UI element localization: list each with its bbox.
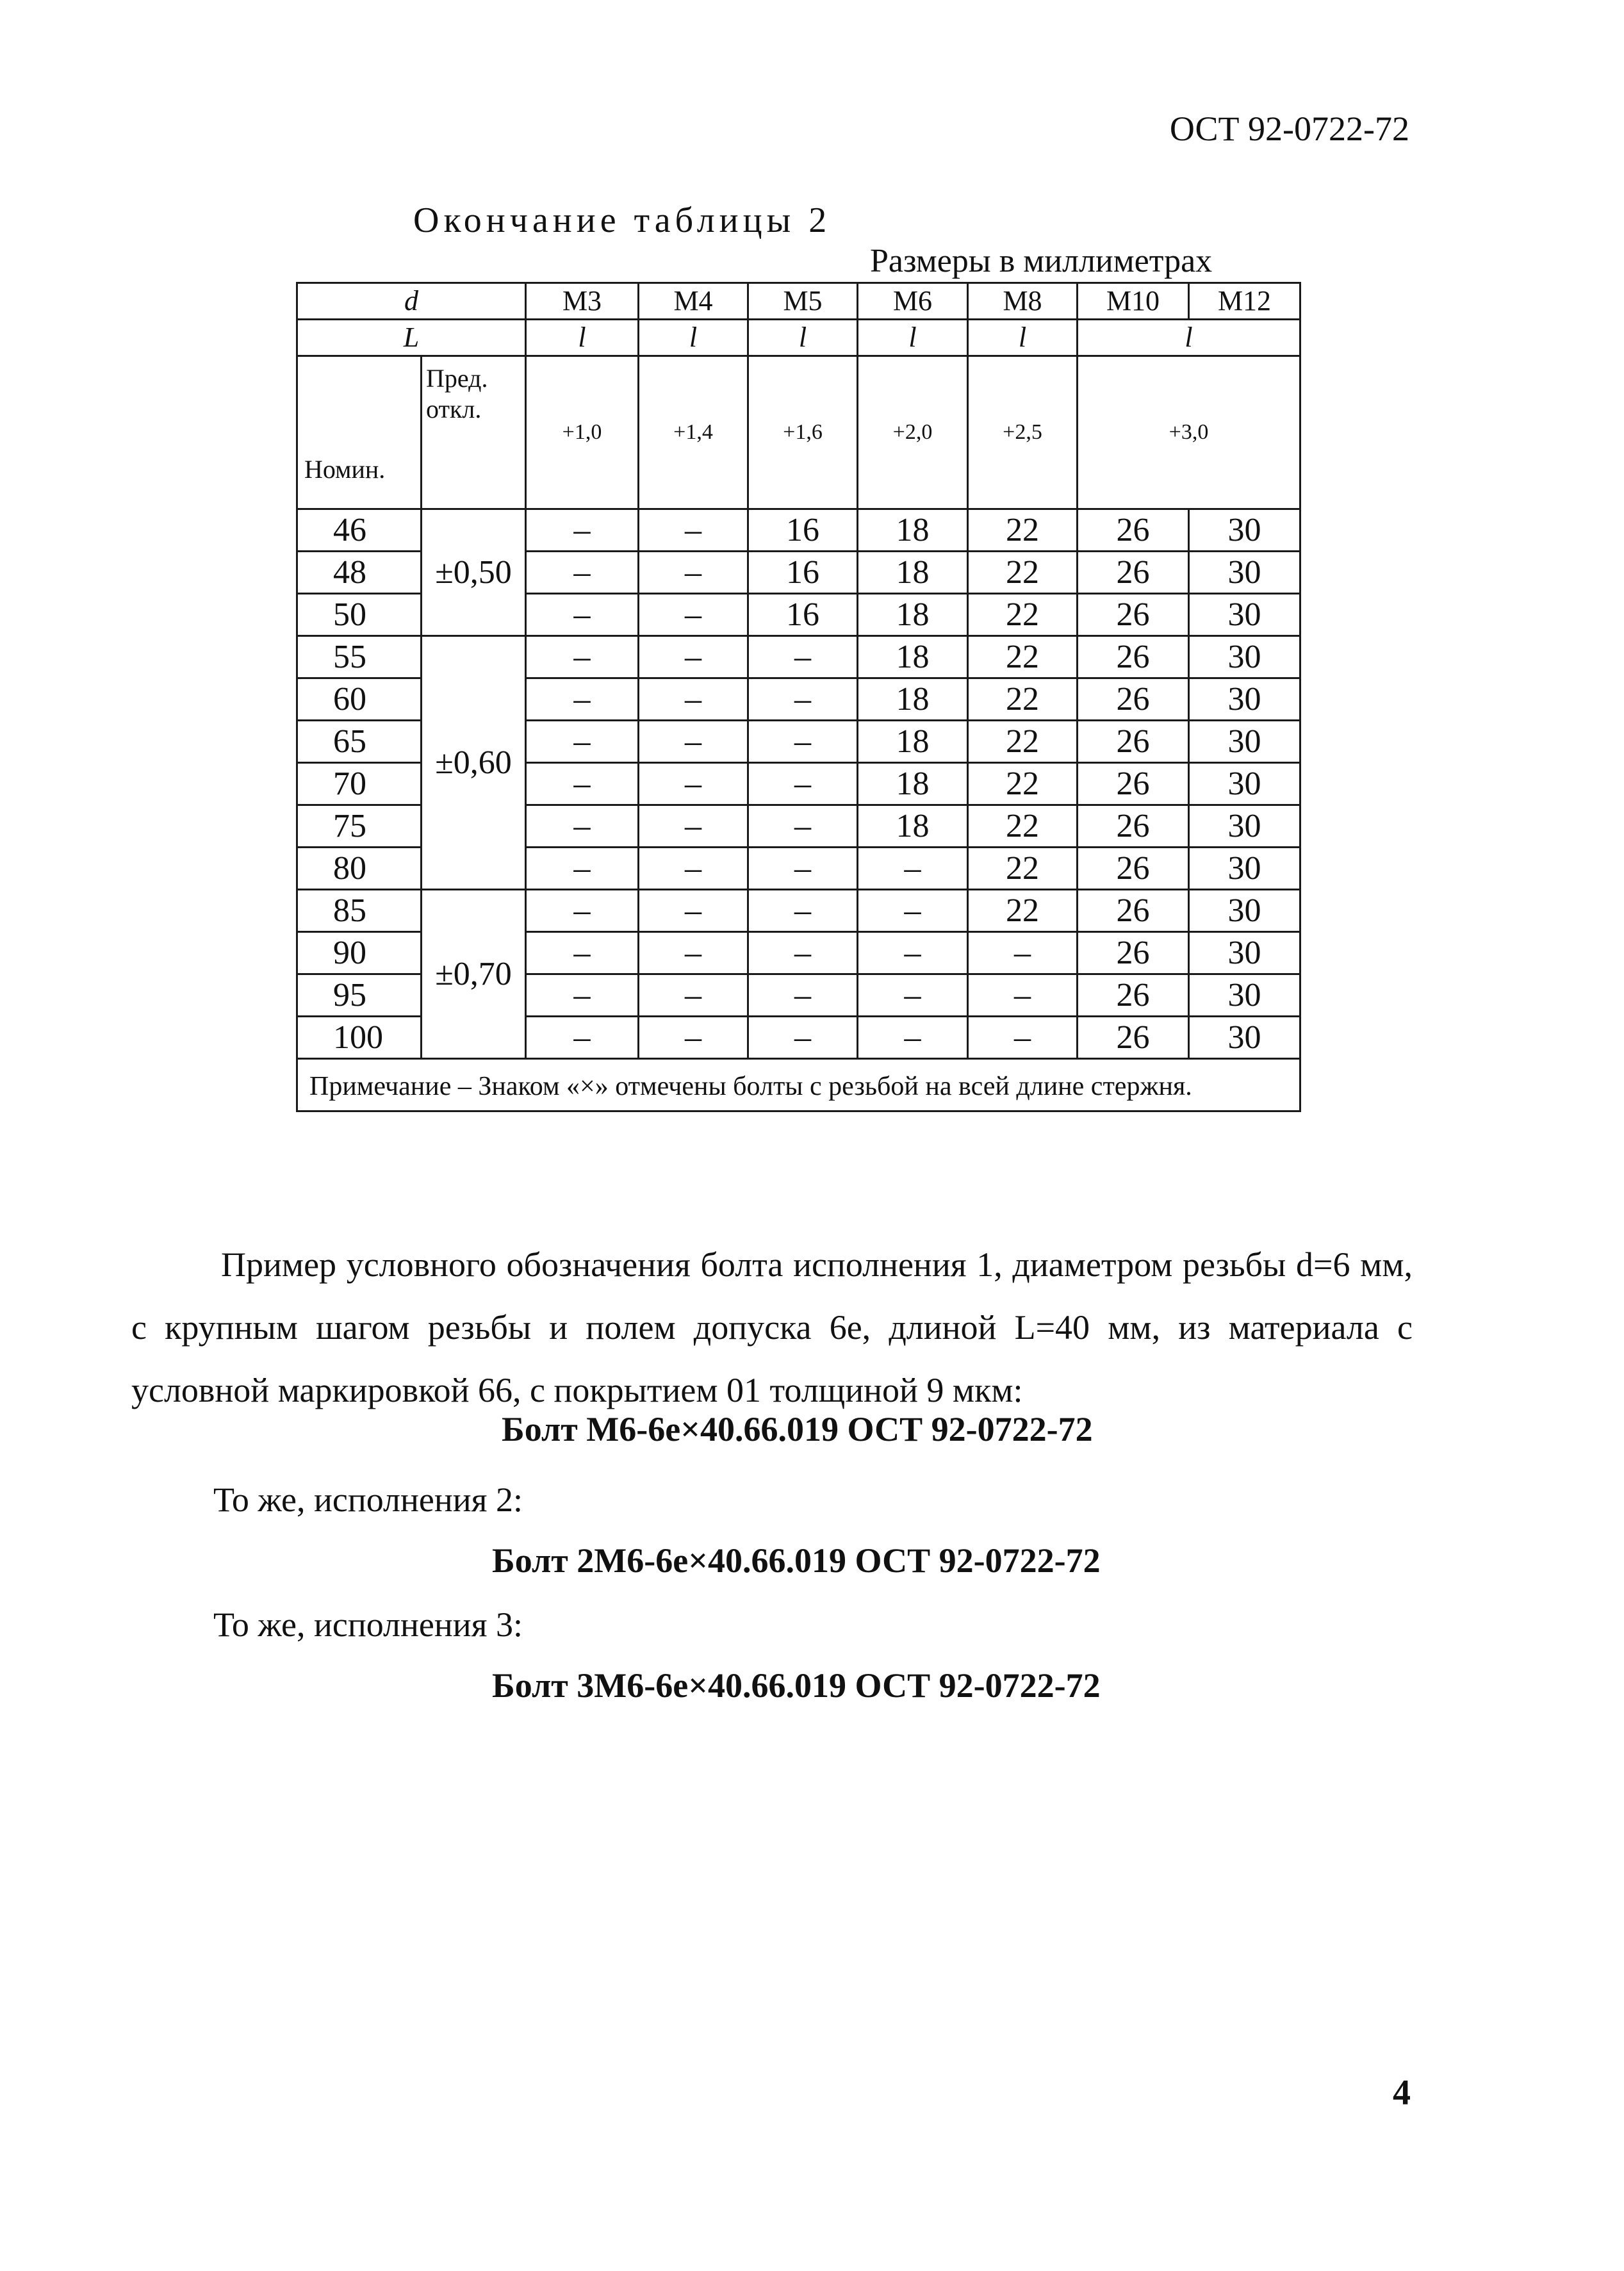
thread-length-cell: –: [748, 763, 858, 805]
thread-length-cell: –: [748, 721, 858, 763]
l-tolerance: +1,6: [748, 356, 858, 509]
thread-length-cell: 22: [968, 805, 1078, 848]
document-code: ОСТ 92-0722-72: [1169, 110, 1409, 148]
thread-length-cell: –: [639, 678, 748, 721]
length-tolerance: ±0,70: [422, 890, 526, 1059]
thread-length-cell: –: [526, 1017, 639, 1059]
thread-length-cell: –: [968, 974, 1078, 1017]
thread-length-cell: 18: [858, 763, 968, 805]
tolerance-label: Пред. откл.: [422, 356, 526, 509]
thread-length-cell: 18: [858, 805, 968, 848]
thread-length-cell: 22: [968, 848, 1078, 890]
thread-length-cell: –: [748, 848, 858, 890]
thread-length-cell: 18: [858, 678, 968, 721]
thread-length-cell: –: [639, 763, 748, 805]
thread-length-cell: 18: [858, 594, 968, 636]
l-label: l: [968, 320, 1078, 356]
thread-length-cell: –: [748, 1017, 858, 1059]
thread-length-cell: 18: [858, 509, 968, 552]
thread-length-cell: –: [526, 594, 639, 636]
l-tolerance: +1,0: [526, 356, 639, 509]
thread-length-cell: 26: [1078, 890, 1189, 932]
thread-length-cell: 30: [1189, 636, 1300, 678]
thread-length-cell: 26: [1078, 636, 1189, 678]
size-header: М4: [639, 283, 748, 320]
nominal-length: 80: [297, 848, 422, 890]
nominal-length: 90: [297, 932, 422, 974]
thread-length-cell: –: [858, 1017, 968, 1059]
thread-length-cell: –: [639, 932, 748, 974]
same-execution-3: То же, исполнения 3:: [213, 1605, 523, 1644]
thread-length-cell: 30: [1189, 1017, 1300, 1059]
thread-length-cell: 22: [968, 552, 1078, 594]
thread-length-cell: 26: [1078, 721, 1189, 763]
thread-length-cell: –: [526, 509, 639, 552]
length-tolerance: ±0,50: [422, 509, 526, 636]
thread-length-cell: –: [526, 848, 639, 890]
bolt-dimensions-table: [296, 282, 1301, 1112]
thread-length-cell: –: [526, 636, 639, 678]
table-units: Размеры в миллиметрах: [870, 243, 1213, 279]
size-header: М12: [1189, 283, 1300, 320]
length-header-row: [297, 320, 1300, 356]
thread-length-cell: –: [748, 636, 858, 678]
thread-length-cell: –: [526, 805, 639, 848]
thread-length-cell: –: [748, 974, 858, 1017]
designation-3: Болт 3М6-6е×40.66.019 ОСТ 92-0722-72: [492, 1666, 1101, 1705]
thread-length-cell: –: [858, 848, 968, 890]
nominal-length: 60: [297, 678, 422, 721]
thread-length-cell: –: [639, 636, 748, 678]
thread-length-cell: 22: [968, 721, 1078, 763]
table-note: Примечание – Знаком «×» отмечены болты с резьбой на всей длине стержня.: [297, 1059, 1300, 1111]
thread-length-cell: 22: [968, 509, 1078, 552]
nominal-length: 48: [297, 552, 422, 594]
thread-length-cell: –: [639, 974, 748, 1017]
thread-length-cell: 26: [1078, 932, 1189, 974]
nominal-length: 46: [297, 509, 422, 552]
thread-length-cell: –: [526, 552, 639, 594]
thread-length-cell: –: [639, 1017, 748, 1059]
thread-length-cell: 18: [858, 552, 968, 594]
thread-length-cell: 30: [1189, 763, 1300, 805]
thread-length-cell: 16: [748, 552, 858, 594]
thread-length-cell: 18: [858, 636, 968, 678]
thread-length-cell: –: [748, 678, 858, 721]
size-header: М6: [858, 283, 968, 320]
thread-length-cell: 22: [968, 890, 1078, 932]
size-header-row: [297, 283, 1300, 320]
thread-length-cell: 22: [968, 636, 1078, 678]
size-header: М10: [1078, 283, 1189, 320]
thread-length-cell: –: [858, 890, 968, 932]
nominal-length: 50: [297, 594, 422, 636]
l-label: l: [858, 320, 968, 356]
thread-length-cell: 26: [1078, 594, 1189, 636]
thread-length-cell: 16: [748, 594, 858, 636]
l-tolerance: +2,0: [858, 356, 968, 509]
nominal-length: 70: [297, 763, 422, 805]
nominal-length: 85: [297, 890, 422, 932]
thread-length-cell: 26: [1078, 805, 1189, 848]
example-paragraph: Пример условного обозначения болта исполнения 1, диаметром резьбы d=6 мм, с крупным шагом резьбы и полем допуска 6е, длиной L=40 мм, из материала с условной маркировкой 66, с покрытием 01 толщиной 9 мкм:: [131, 1245, 1413, 1409]
thread-length-cell: 30: [1189, 721, 1300, 763]
thread-length-cell: –: [639, 552, 748, 594]
thread-length-cell: –: [526, 932, 639, 974]
table-row: [297, 890, 1300, 932]
thread-length-cell: –: [968, 1017, 1078, 1059]
thread-length-cell: 22: [968, 763, 1078, 805]
thread-length-cell: 16: [748, 509, 858, 552]
nominal-length: 100: [297, 1017, 422, 1059]
thread-length-cell: 22: [968, 678, 1078, 721]
thread-length-cell: –: [748, 805, 858, 848]
thread-length-cell: –: [639, 848, 748, 890]
thread-length-cell: 18: [858, 721, 968, 763]
nominal-length: 75: [297, 805, 422, 848]
page-number: 4: [1393, 2073, 1411, 2113]
thread-length-cell: 26: [1078, 678, 1189, 721]
nominal-length: 65: [297, 721, 422, 763]
thread-length-cell: 22: [968, 594, 1078, 636]
thread-length-cell: 26: [1078, 763, 1189, 805]
thread-length-cell: –: [639, 509, 748, 552]
thread-length-cell: –: [526, 890, 639, 932]
l-label: l: [748, 320, 858, 356]
length-tolerance: ±0,60: [422, 636, 526, 890]
nominal-length: 95: [297, 974, 422, 1017]
thread-length-cell: –: [858, 974, 968, 1017]
designation-2: Болт 2М6-6е×40.66.019 ОСТ 92-0722-72: [492, 1541, 1101, 1580]
thread-length-cell: 30: [1189, 509, 1300, 552]
thread-length-cell: 26: [1078, 974, 1189, 1017]
l-label: l: [526, 320, 639, 356]
thread-length-cell: 30: [1189, 594, 1300, 636]
thread-length-cell: 26: [1078, 848, 1189, 890]
thread-length-cell: 26: [1078, 552, 1189, 594]
table-row: [297, 509, 1300, 552]
tolerance-header-row: [297, 356, 1300, 509]
thread-length-cell: 30: [1189, 805, 1300, 848]
thread-length-cell: –: [639, 721, 748, 763]
l-tolerance: +3,0: [1078, 356, 1300, 509]
d-label: d: [297, 283, 526, 320]
size-header: М3: [526, 283, 639, 320]
thread-length-cell: –: [748, 932, 858, 974]
thread-length-cell: 30: [1189, 932, 1300, 974]
thread-length-cell: 26: [1078, 1017, 1189, 1059]
table-row: [297, 636, 1300, 678]
l-label: l: [639, 320, 748, 356]
size-header: М5: [748, 283, 858, 320]
table-caption: Окончание таблицы 2: [413, 201, 832, 240]
thread-length-cell: –: [526, 678, 639, 721]
thread-length-cell: 30: [1189, 974, 1300, 1017]
thread-length-cell: –: [639, 594, 748, 636]
note-row: [297, 1059, 1300, 1111]
thread-length-cell: –: [639, 890, 748, 932]
L-label: L: [297, 320, 526, 356]
designation-1: Болт М6-6е×40.66.019 ОСТ 92-0722-72: [502, 1410, 1093, 1448]
l-label: l: [1078, 320, 1300, 356]
thread-length-cell: –: [858, 932, 968, 974]
nominal-length: 55: [297, 636, 422, 678]
l-tolerance: +2,5: [968, 356, 1078, 509]
thread-length-cell: 30: [1189, 848, 1300, 890]
l-tolerance: +1,4: [639, 356, 748, 509]
thread-length-cell: –: [639, 805, 748, 848]
thread-length-cell: –: [748, 890, 858, 932]
thread-length-cell: –: [526, 721, 639, 763]
size-header: М8: [968, 283, 1078, 320]
thread-length-cell: 30: [1189, 890, 1300, 932]
thread-length-cell: 30: [1189, 552, 1300, 594]
same-execution-2: То же, исполнения 2:: [213, 1480, 523, 1519]
thread-length-cell: 26: [1078, 509, 1189, 552]
thread-length-cell: –: [526, 974, 639, 1017]
nominal-label: Номин.: [297, 356, 422, 509]
thread-length-cell: 30: [1189, 678, 1300, 721]
thread-length-cell: –: [968, 932, 1078, 974]
thread-length-cell: –: [526, 763, 639, 805]
